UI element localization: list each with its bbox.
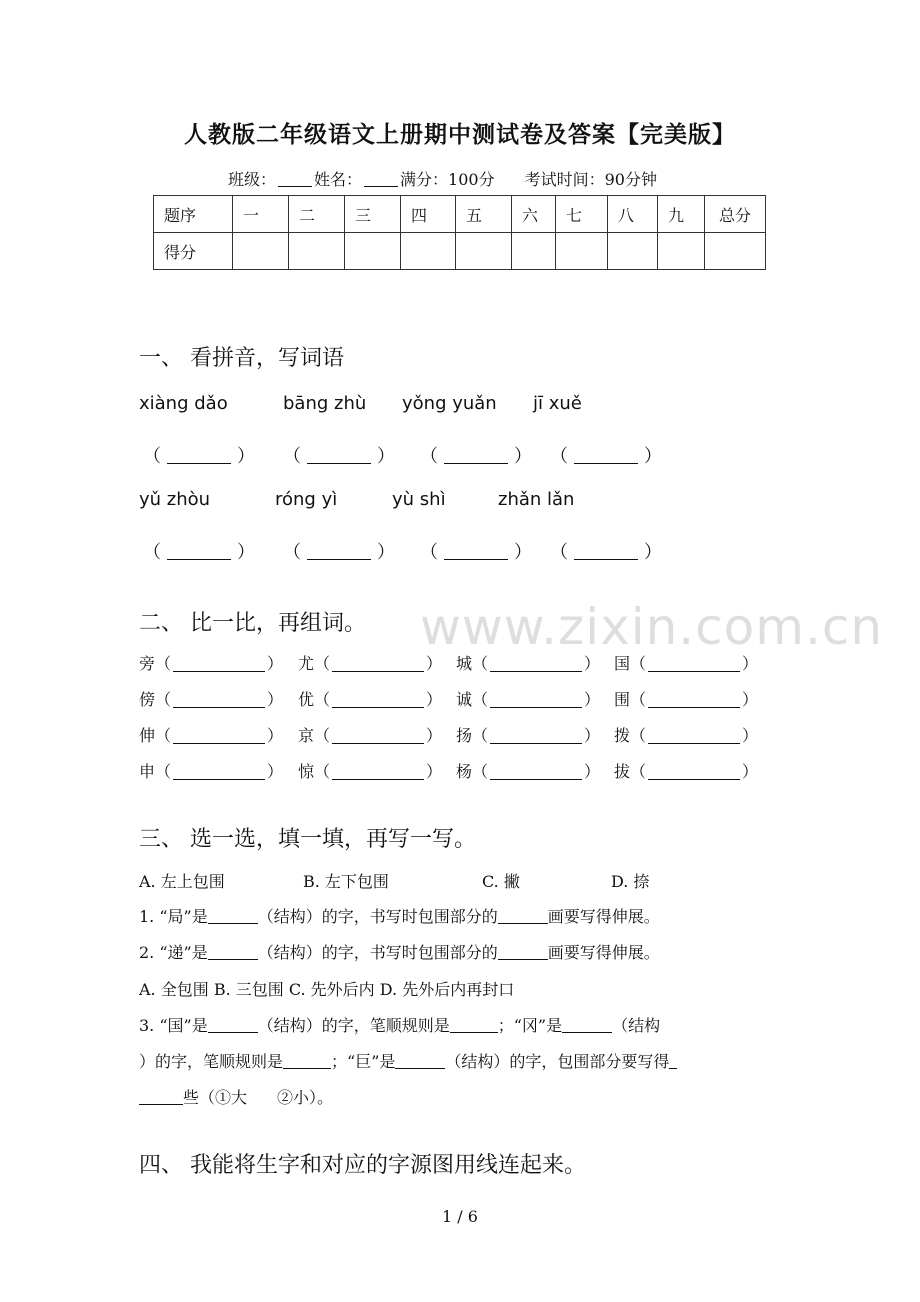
answer-blank[interactable] (283, 1067, 331, 1069)
answer-blank[interactable] (562, 1031, 612, 1033)
full-score: 满分：100分 (400, 170, 495, 189)
pinyin-item: xiàng dǎo (139, 393, 228, 414)
answer-blank[interactable]: （ ） (283, 542, 395, 563)
exam-time: 考试时间：90分钟 (524, 170, 657, 189)
answer-blank[interactable]: （ ） (420, 446, 532, 467)
table-cell: 五 (456, 196, 512, 233)
pinyin-item: bāng zhù (283, 393, 367, 414)
class-blank[interactable] (278, 185, 312, 187)
option-item: C. 撇 (482, 872, 520, 891)
compare-item[interactable]: 杨（ ） (456, 762, 601, 781)
pinyin-item: róng yì (275, 489, 338, 510)
table-cell: 二 (289, 196, 345, 233)
table-cell: 得分 (154, 233, 233, 270)
score-cell[interactable] (705, 233, 766, 270)
answer-blank[interactable] (208, 922, 258, 924)
compare-item[interactable]: 国（ ） (614, 654, 759, 673)
name-blank[interactable] (364, 185, 398, 187)
pinyin-item: yǒng yuǎn (402, 393, 497, 414)
score-cell[interactable] (556, 233, 608, 270)
answer-blank[interactable]: （ ） (143, 446, 255, 467)
table-cell: 七 (556, 196, 608, 233)
section4-heading: 四、 我能将生字和对应的字源图用线连起来。 (139, 1153, 586, 1178)
compare-item[interactable]: 旁（ ） (139, 654, 284, 673)
answer-blank[interactable] (498, 958, 548, 960)
options-2: A. 全包围 B. 三包围 C. 先外后内 D. 先外后内再封口 (139, 980, 515, 999)
compare-item[interactable]: 扬（ ） (456, 726, 601, 745)
score-table (153, 195, 766, 270)
answer-blank[interactable] (450, 1031, 498, 1033)
compare-item[interactable]: 京（ ） (298, 726, 443, 745)
pinyin-item: zhǎn lǎn (498, 489, 575, 510)
question-2: 2. “递”是 （结构）的字，书写时包围部分的 画要写得伸展。 (139, 943, 660, 962)
question-3-line3: 些（①大 ②小）。 (139, 1085, 333, 1108)
answer-blank[interactable] (498, 922, 548, 924)
compare-item[interactable]: 拨（ ） (614, 726, 759, 745)
score-cell[interactable] (345, 233, 401, 270)
answer-blank[interactable]: （ ） (550, 446, 662, 467)
pinyin-item: yǔ zhòu (139, 489, 211, 510)
question-1: 1. “局”是 （结构）的字，书写时包围部分的 画要写得伸展。 (139, 907, 660, 926)
compare-item[interactable]: 傍（ ） (139, 690, 284, 709)
table-cell: 四 (401, 196, 456, 233)
table-cell: 八 (608, 196, 658, 233)
pinyin-item: yù shì (392, 489, 446, 510)
compare-item[interactable]: 拔（ ） (614, 762, 759, 781)
answer-blank[interactable] (208, 1031, 258, 1033)
score-cell[interactable] (456, 233, 512, 270)
score-cell[interactable] (512, 233, 556, 270)
table-cell: 总分 (705, 196, 766, 233)
table-cell: 题序 (154, 196, 233, 233)
score-cell[interactable] (233, 233, 289, 270)
pinyin-item: jī xuě (533, 393, 582, 414)
option-item: A. 左上包围 (139, 872, 225, 891)
table-cell: 一 (233, 196, 289, 233)
option-item: B. 左下包围 (303, 872, 389, 891)
compare-item[interactable]: 诚（ ） (456, 690, 601, 709)
watermark: www.zixin.com.cn (420, 598, 884, 656)
compare-item[interactable]: 城（ ） (456, 654, 601, 673)
answer-blank[interactable] (139, 1103, 183, 1105)
question-3: 3. “国”是 （结构）的字，笔顺规则是 ；“冈”是 （结构 (139, 1016, 661, 1035)
table-cell: 六 (512, 196, 556, 233)
answer-blank[interactable]: （ ） (550, 542, 662, 563)
compare-item[interactable]: 申（ ） (139, 762, 284, 781)
score-cell[interactable] (289, 233, 345, 270)
score-cell[interactable] (401, 233, 456, 270)
table-cell: 三 (345, 196, 401, 233)
name-label: 姓名： (314, 170, 363, 189)
answer-blank[interactable]: （ ） (283, 446, 395, 467)
compare-item[interactable]: 尤（ ） (298, 654, 443, 673)
answer-blank[interactable]: （ ） (420, 542, 532, 563)
compare-item[interactable]: 围（ ） (614, 690, 759, 709)
section2-heading: 二、 比一比，再组词。 (139, 611, 366, 636)
compare-item[interactable]: 优（ ） (298, 690, 443, 709)
answer-blank[interactable] (395, 1067, 445, 1069)
section1-heading: 一、 看拼音，写词语 (139, 346, 344, 371)
score-cell[interactable] (658, 233, 705, 270)
score-table-score-row (154, 233, 766, 270)
answer-blank[interactable]: （ ） (143, 542, 255, 563)
score-cell[interactable] (608, 233, 658, 270)
compare-item[interactable]: 伸（ ） (139, 726, 284, 745)
answer-blank[interactable] (208, 958, 258, 960)
question-3-line2: ）的字，笔顺规则是 ；“巨”是 （结构）的字，包围部分要写得 (139, 1049, 677, 1072)
answer-blank[interactable] (669, 1067, 677, 1069)
compare-item[interactable]: 惊（ ） (298, 762, 443, 781)
page-number: 1 / 6 (442, 1207, 478, 1226)
page-title: 人教版二年级语文上册期中测试卷及答案【完美版】 (184, 121, 736, 148)
exam-meta (228, 167, 657, 190)
class-label: 班级： (228, 170, 277, 189)
section3-heading: 三、 选一选，填一填，再写一写。 (139, 827, 476, 852)
score-table-header-row (154, 196, 766, 233)
option-item: D. 捺 (611, 872, 650, 891)
table-cell: 九 (658, 196, 705, 233)
